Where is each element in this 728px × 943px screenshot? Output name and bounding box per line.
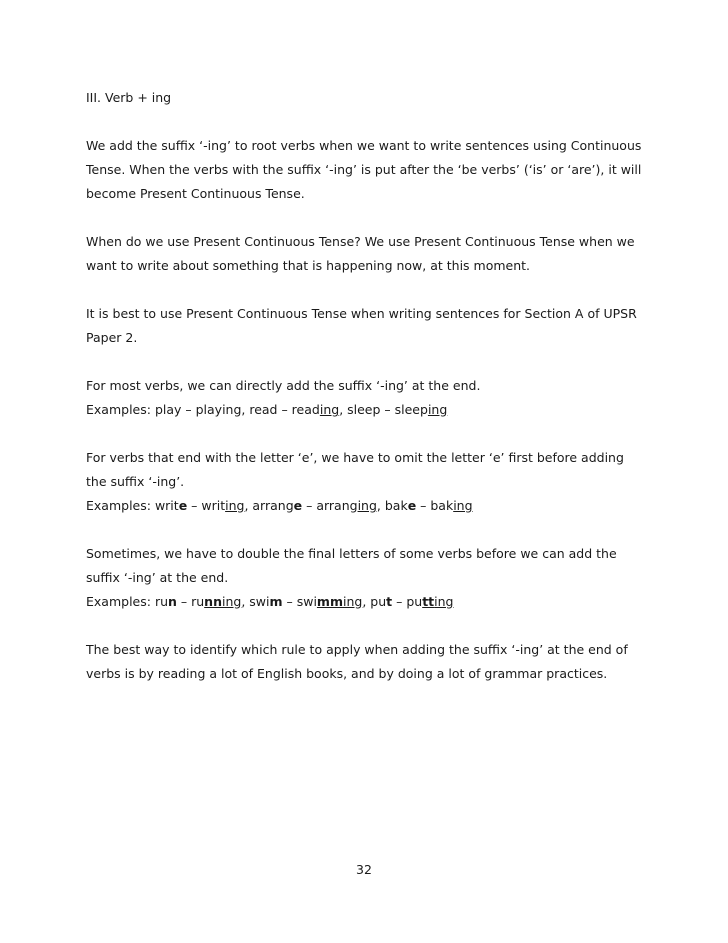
bold-letter: t <box>386 594 393 609</box>
paragraph-best-way <box>86 638 656 686</box>
bold-letter: n <box>168 594 177 609</box>
paragraph-line: want to write about something that is happening now, at this moment. <box>86 258 531 273</box>
underlined-suffix: ing <box>434 594 454 609</box>
paragraph-line: Sometimes, we have to double the final letters of some verbs before we can add the <box>86 546 617 561</box>
paragraph-line: become Present Continuous Tense. <box>86 186 305 201</box>
page-content <box>86 86 656 710</box>
bold-letter: e <box>178 498 188 513</box>
underlined-suffix: ing <box>357 498 377 513</box>
paragraph-line: Tense. When the verbs with the suffix ‘-ing’ is put after the ‘be verbs’ (‘is’ or ‘are’), it will <box>86 162 642 177</box>
paragraph-line: The best way to identify which rule to apply when adding the suffix ‘-ing’ at the end of <box>86 642 628 657</box>
bold-letter: m <box>269 594 283 609</box>
paragraph-rule-drop-e <box>86 446 656 518</box>
paragraph-line: verbs is by reading a lot of English books, and by doing a lot of grammar practices. <box>86 666 608 681</box>
example-text: – bak <box>416 498 454 513</box>
examples-label: Examples: <box>86 402 155 417</box>
example-text: ru <box>154 594 168 609</box>
bold-letter: e <box>293 498 303 513</box>
paragraph-rule-direct <box>86 374 656 422</box>
paragraph-line: For most verbs, we can directly add the suffix ‘-ing’ at the end. <box>86 378 481 393</box>
paragraph-suffix-intro <box>86 134 656 206</box>
section-heading: III. Verb + ing <box>86 90 172 105</box>
example-text: – writ <box>187 498 226 513</box>
underlined-suffix: ing <box>225 498 245 513</box>
examples-line <box>86 398 656 422</box>
example-text: , swi <box>241 594 270 609</box>
underlined-suffix: ing <box>221 594 242 609</box>
examples-label: Examples: <box>86 498 155 513</box>
bold-doubled-letters: tt <box>422 594 435 609</box>
underlined-suffix: ing <box>342 594 363 609</box>
examples-line <box>86 590 656 614</box>
example-text: , pu <box>362 594 387 609</box>
paragraph-line: For verbs that end with the letter ‘e’, we have to omit the letter ‘e’ first before adding <box>86 450 624 465</box>
bold-doubled-letters: nn <box>204 594 222 609</box>
example-text: , arrang <box>244 498 294 513</box>
paragraph-when-to-use <box>86 230 656 278</box>
underlined-suffix: ing <box>427 402 448 417</box>
example-text: – ru <box>176 594 205 609</box>
example-text: play – playing, read – read <box>154 402 320 417</box>
example-text: – swi <box>282 594 317 609</box>
bold-letter: e <box>407 498 417 513</box>
paragraph-line: When do we use Present Continuous Tense? We use Present Continuous Tense when we <box>86 234 635 249</box>
underlined-suffix: ing <box>319 402 340 417</box>
example-text: writ <box>154 498 179 513</box>
example-text: – pu <box>392 594 423 609</box>
examples-label: Examples: <box>86 594 155 609</box>
paragraph-line: suffix ‘-ing’ at the end. <box>86 570 229 585</box>
paragraph-line: Paper 2. <box>86 330 138 345</box>
example-text: , sleep – sleep <box>339 402 428 417</box>
paragraph-line: We add the suffix ‘-ing’ to root verbs when we want to write sentences using Continuous <box>86 138 642 153</box>
example-text: – arrang <box>302 498 358 513</box>
example-text: , bak <box>376 498 408 513</box>
bold-doubled-letters: mm <box>316 594 343 609</box>
paragraph-line: It is best to use Present Continuous Tense when writing sentences for Section A of UPSR <box>86 306 637 321</box>
examples-line <box>86 494 656 518</box>
paragraph-line: the suffix ‘-ing’. <box>86 474 185 489</box>
paragraph-upsr-tip <box>86 302 656 350</box>
paragraph-rule-double <box>86 542 656 614</box>
page-number: 32 <box>356 862 372 877</box>
underlined-suffix: ing <box>453 498 473 513</box>
